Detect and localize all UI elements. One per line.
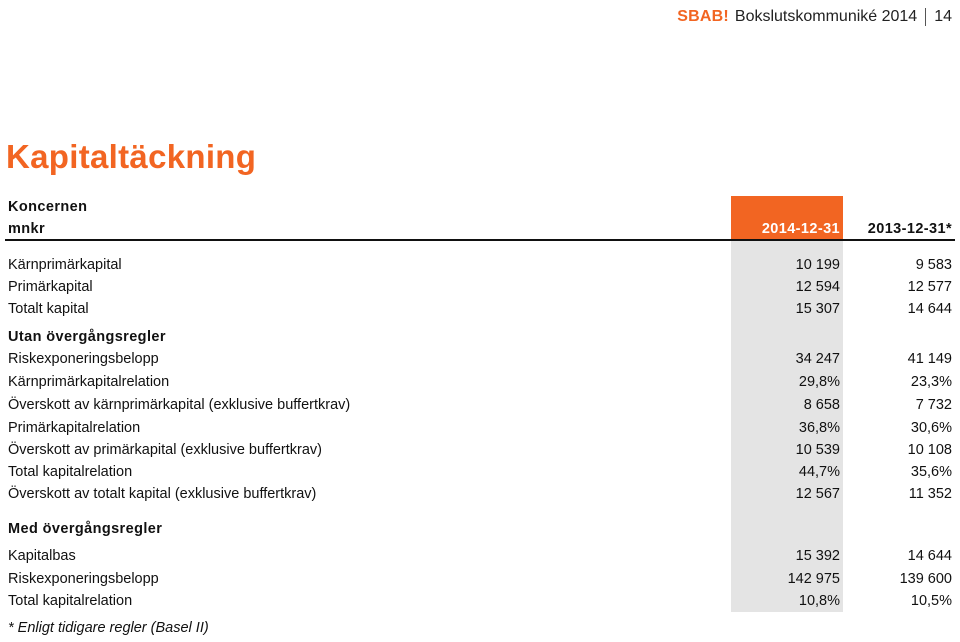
col-header-2013: 2013-12-31*	[867, 221, 952, 237]
table-row: Totalt kapital 15 307 14 644	[8, 301, 952, 317]
table-row: Överskott av kärnprimärkapital (exklusive buffertkrav) 8 658 7 732	[8, 397, 952, 413]
section-heading-row	[8, 518, 952, 540]
table-row: Överskott av primärkapital (exklusive buffertkrav) 10 539 10 108	[8, 442, 952, 458]
page-title: Kapitaltäckning	[6, 138, 257, 175]
table-row: Kapitalbas 15 392 14 644	[8, 548, 952, 564]
table-row: Riskexponeringsbelopp 34 247 41 149	[8, 351, 952, 367]
table-row: Primärkapitalrelation 36,8% 30,6%	[8, 420, 952, 436]
table-row: Total kapitalrelation 44,7% 35,6%	[8, 464, 952, 480]
section-heading: Utan övergångsregler	[8, 329, 166, 345]
page-header	[677, 6, 952, 28]
section-heading-row	[8, 326, 952, 348]
unit-label: mnkr	[8, 221, 46, 237]
report-title: Bokslutskommuniké 2014	[734, 8, 918, 25]
table-row: Kärnprimärkapitalrelation 29,8% 23,3%	[8, 374, 952, 390]
table-row: Riskexponeringsbelopp 142 975 139 600	[8, 571, 952, 587]
group-label-row	[8, 196, 952, 218]
table-row: Överskott av totalt kapital (exklusive buffertkrav) 12 567 11 352	[8, 486, 952, 502]
table-header-row	[8, 218, 952, 240]
header-divider	[925, 8, 926, 26]
page-number: 14	[934, 8, 952, 25]
table-row: Primärkapital 12 594 12 577	[8, 279, 952, 295]
table-row: Total kapitalrelation 10,8% 10,5%	[8, 593, 952, 609]
brand-logo: SBAB!	[677, 8, 729, 25]
table-row: Kärnprimärkapital 10 199 9 583	[8, 257, 952, 273]
header-rule	[5, 239, 955, 241]
col-header-2014: 2014-12-31	[761, 221, 840, 237]
section-heading: Med övergångsregler	[8, 521, 163, 537]
group-label: Koncernen	[8, 199, 88, 215]
footnote: * Enligt tidigare regler (Basel II)	[8, 620, 209, 636]
